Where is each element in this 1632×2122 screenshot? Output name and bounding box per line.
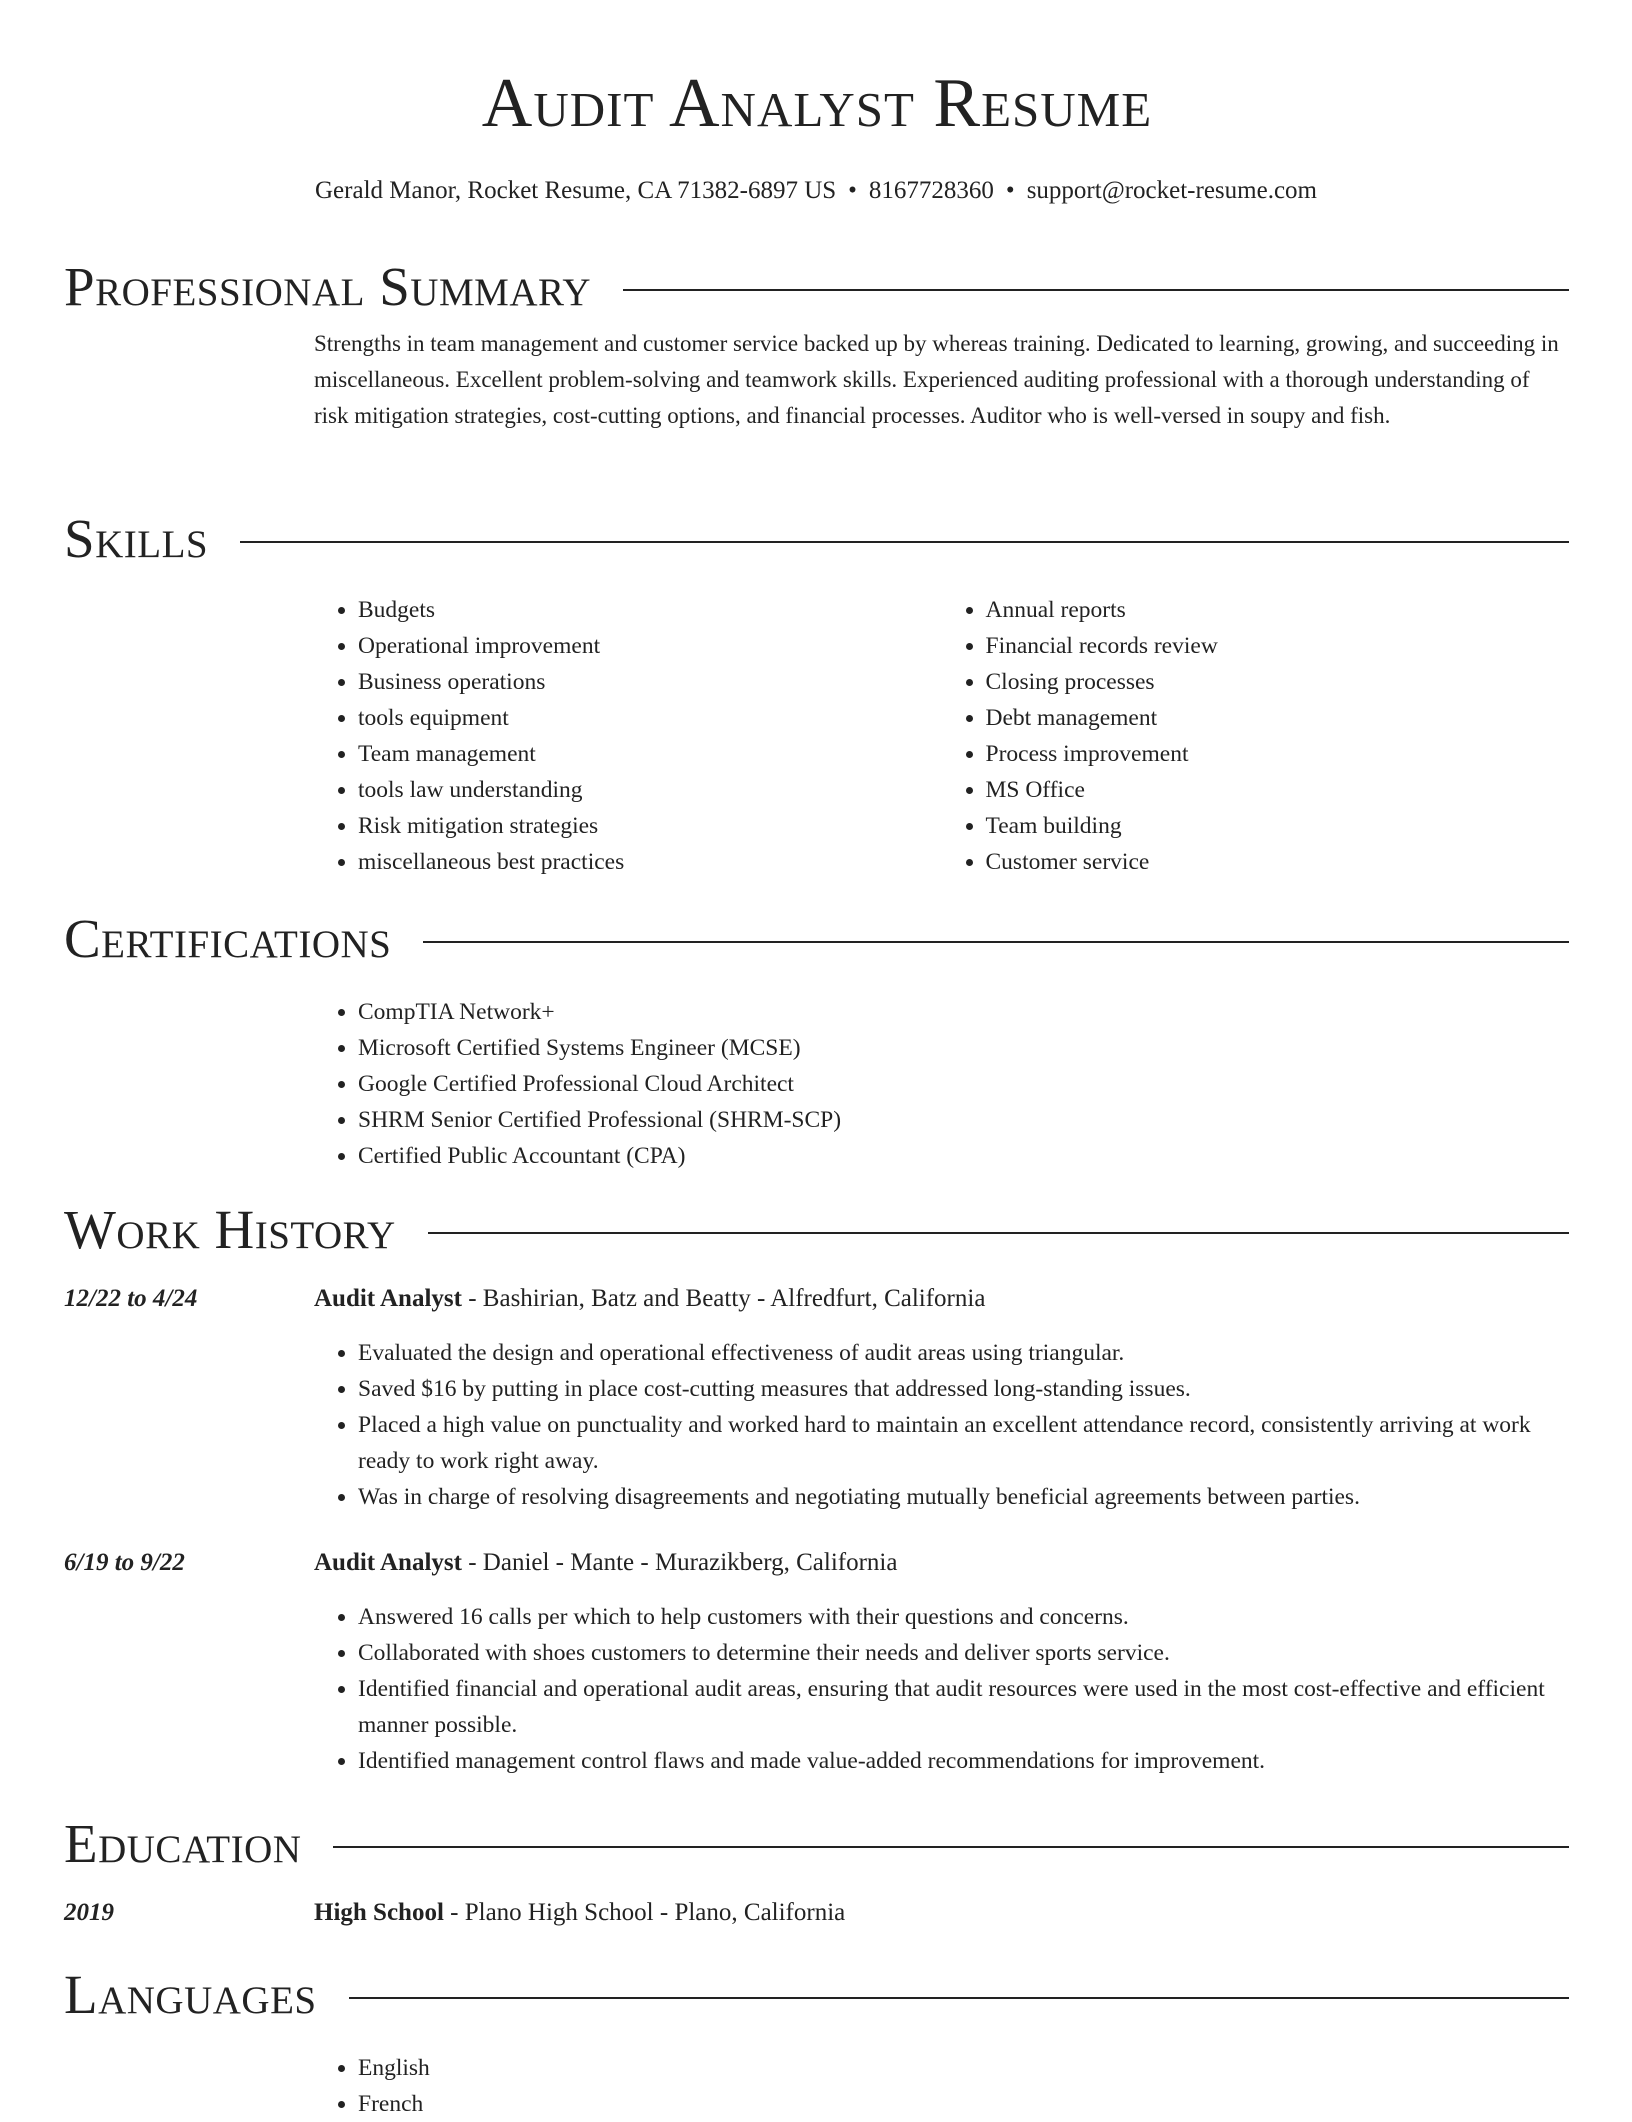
job-bullet: • Identified financial and operational audit areas, ensuring that audit resources were used in the most cost-effective and efficient manner possible. bbox=[358, 1671, 1569, 1743]
job-bullet: • Evaluated the design and operational effectiveness of audit areas using triangular. bbox=[358, 1335, 1569, 1371]
job-title bbox=[314, 1545, 897, 1581]
skill-item: • Budgets bbox=[358, 592, 942, 628]
skill-item: • miscellaneous best practices bbox=[358, 844, 942, 880]
certification-item: • SHRM Senior Certified Professional (SHRM-SCP) bbox=[358, 1102, 1569, 1138]
job-bullet: • Answered 16 calls per which to help customers with their questions and concerns. bbox=[358, 1599, 1569, 1635]
skills-list-right bbox=[942, 592, 1570, 880]
contact-separator: • bbox=[848, 177, 857, 204]
skill-item: • Annual reports bbox=[986, 592, 1570, 628]
education-details: - Plano High School - Plano, California bbox=[443, 1899, 846, 1926]
job-details: - Bashirian, Batz and Beatty - Alfredfurt, California bbox=[461, 1285, 986, 1312]
skills-header bbox=[64, 506, 1569, 572]
skills-heading: Skills bbox=[64, 508, 209, 569]
skill-item: • Team building bbox=[986, 808, 1570, 844]
skill-item: • Operational improvement bbox=[358, 628, 942, 664]
job-dates: 6/19 to 9/22 bbox=[64, 1549, 185, 1576]
skill-item: • Process improvement bbox=[986, 736, 1570, 772]
certification-item: • CompTIA Network+ bbox=[358, 994, 1569, 1030]
certifications-body bbox=[314, 994, 1569, 1174]
summary-header bbox=[64, 254, 1569, 320]
job-bullet: • Identified management control flaws and made value-added recommendations for improvement. bbox=[358, 1743, 1569, 1779]
certifications-section bbox=[64, 906, 1569, 1174]
certifications-list bbox=[314, 994, 1569, 1174]
contact-address: Gerald Manor, Rocket Resume, CA 71382-6897 US bbox=[315, 177, 837, 204]
section-divider bbox=[423, 941, 1569, 943]
skill-item: • Financial records review bbox=[986, 628, 1570, 664]
job-entry bbox=[64, 1281, 1569, 1515]
languages-header bbox=[64, 1962, 1569, 2028]
skills-grid bbox=[314, 592, 1569, 880]
summary-body bbox=[314, 326, 1569, 434]
languages-section bbox=[64, 1962, 1569, 2122]
summary-text: Strengths in team management and customer service backed up by whereas training. Dedicated to learning, growing, and succeeding in miscellaneous. Excellent problem-solving and teamwork skills. Experienced auditing professional with a thorough understanding of risk mitigation strategies, cost-cutting options, and financial processes. Auditor who is well-versed in soupy and fish. bbox=[314, 331, 1559, 428]
job-bullet: • Was in charge of resolving disagreements and negotiating mutually beneficial agreements between parties. bbox=[358, 1479, 1569, 1515]
skill-item: • tools law understanding bbox=[358, 772, 942, 808]
job-dates: 12/22 to 4/24 bbox=[64, 1285, 198, 1312]
skill-item: • Customer service bbox=[986, 844, 1570, 880]
education-degree: High School bbox=[314, 1899, 444, 1926]
job-role: Audit Analyst bbox=[314, 1549, 462, 1576]
education-year: 2019 bbox=[64, 1899, 114, 1926]
job-bullets bbox=[314, 1599, 1569, 1779]
education-section bbox=[64, 1811, 1569, 1931]
job-header bbox=[64, 1545, 1569, 1581]
work-history-section bbox=[64, 1197, 1569, 1779]
summary-section bbox=[64, 254, 1569, 434]
job-bullet: • Saved $16 by putting in place cost-cutting measures that addressed long-standing issues. bbox=[358, 1371, 1569, 1407]
section-divider bbox=[428, 1232, 1569, 1234]
job-header bbox=[64, 1281, 1569, 1317]
section-divider bbox=[240, 541, 1569, 543]
education-entry bbox=[64, 1895, 1569, 1931]
skill-item: • Closing processes bbox=[986, 664, 1570, 700]
language-item: • French bbox=[358, 2086, 1569, 2122]
language-item: • English bbox=[358, 2050, 1569, 2086]
section-divider bbox=[333, 1846, 1569, 1848]
job-role: Audit Analyst bbox=[314, 1285, 462, 1312]
certifications-heading: Certifications bbox=[64, 908, 392, 969]
certification-item: • Google Certified Professional Cloud Architect bbox=[358, 1066, 1569, 1102]
job-entry bbox=[64, 1545, 1569, 1779]
skill-item: • Debt management bbox=[986, 700, 1570, 736]
skill-item: • Business operations bbox=[358, 664, 942, 700]
work-history-entries bbox=[64, 1281, 1569, 1779]
education-heading: Education bbox=[64, 1813, 302, 1874]
contact-email: support@rocket-resume.com bbox=[1026, 177, 1317, 204]
work-history-header bbox=[64, 1197, 1569, 1263]
education-title bbox=[314, 1895, 845, 1931]
contact-phone: 8167728360 bbox=[868, 177, 994, 204]
languages-body bbox=[314, 2050, 1569, 2122]
skill-item: • Team management bbox=[358, 736, 942, 772]
skill-item: • MS Office bbox=[986, 772, 1570, 808]
summary-heading: Professional Summary bbox=[64, 256, 592, 317]
job-bullet: • Collaborated with shoes customers to determine their needs and deliver sports service. bbox=[358, 1635, 1569, 1671]
skill-item: • Risk mitigation strategies bbox=[358, 808, 942, 844]
job-bullets bbox=[314, 1335, 1569, 1515]
languages-heading: Languages bbox=[64, 1964, 317, 2025]
section-divider bbox=[623, 289, 1569, 291]
section-divider bbox=[349, 1997, 1569, 1999]
certifications-header bbox=[64, 906, 1569, 972]
languages-list bbox=[314, 2050, 1569, 2122]
work-history-heading: Work History bbox=[64, 1199, 396, 1260]
skill-item: • tools equipment bbox=[358, 700, 942, 736]
education-header bbox=[64, 1811, 1569, 1877]
certification-item: • Microsoft Certified Systems Engineer (MCSE) bbox=[358, 1030, 1569, 1066]
resume-title: Audit Analyst Resume bbox=[481, 65, 1153, 142]
certification-item: • Certified Public Accountant (CPA) bbox=[358, 1138, 1569, 1174]
job-title bbox=[314, 1281, 985, 1317]
job-details: - Daniel - Mante - Murazikberg, California bbox=[461, 1549, 898, 1576]
contact-line bbox=[0, 174, 1632, 208]
job-bullet: • Placed a high value on punctuality and worked hard to maintain an excellent attendance record, consistently arriving at work ready to work right away. bbox=[358, 1407, 1569, 1479]
contact-separator: • bbox=[1005, 177, 1015, 204]
skills-list-left bbox=[314, 592, 942, 880]
skills-section bbox=[64, 506, 1569, 880]
